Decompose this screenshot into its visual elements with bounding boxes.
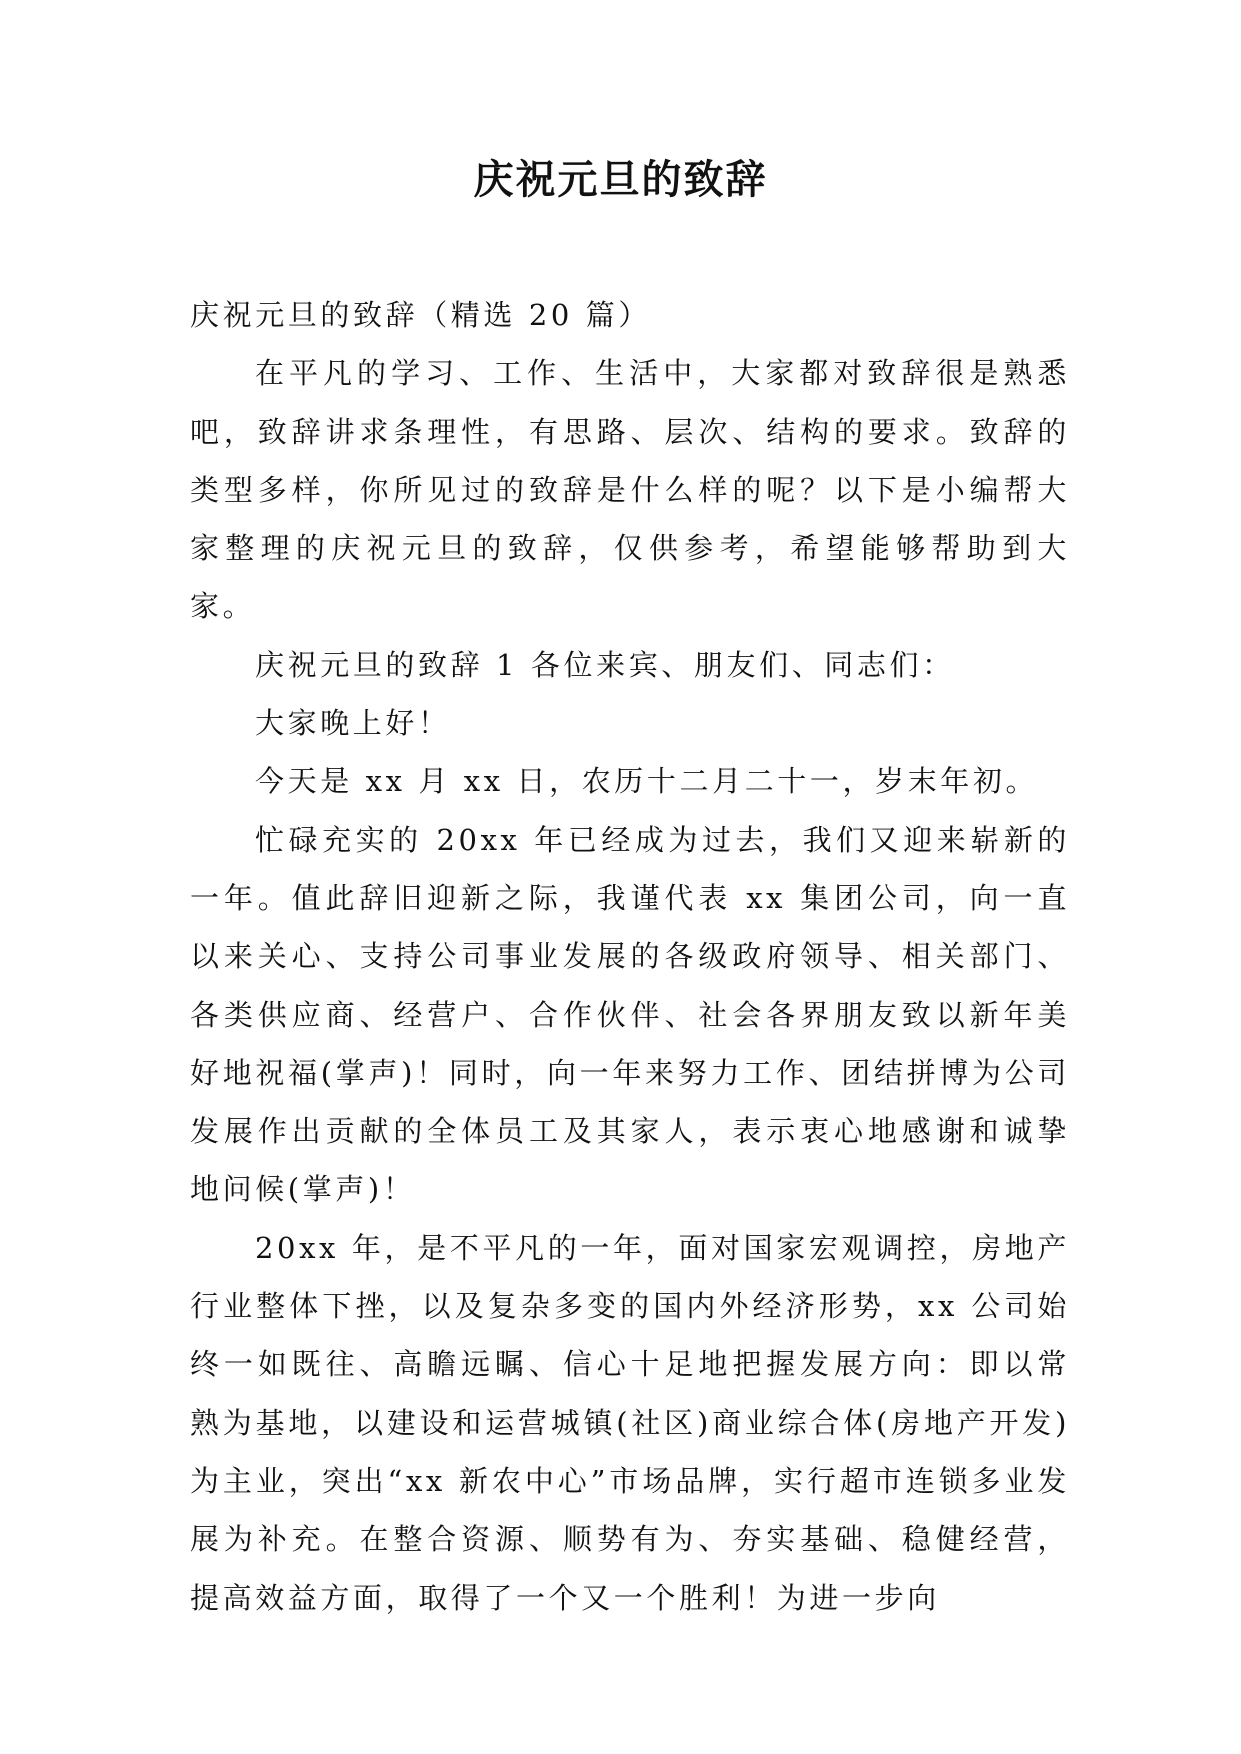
- review-paragraph: 20xx 年，是不平凡的一年，面对国家宏观调控，房地产行业整体下挫，以及复杂多变的国内外经济形势，xx 公司始终一如既往、高瞻远瞩、信心十足地把握发展方向：即以常熟为基地，以建设和运营城镇(社区)商业综合体(房地产开发)为主业，突出“xx 新农中心”市场品牌，实行超市连锁多业发展为补充。在整合资源、顺势有为、夯实基础、稳健经营，提高效益方面，取得了一个又一个胜利！为进一步向: [190, 1230, 1070, 1615]
- intro-paragraph: 在平凡的学习、工作、生活中，大家都对致辞很是熟悉吧，致辞讲求条理性，有思路、层次、结构的要求。致辞的类型多样，你所见过的致辞是什么样的呢？以下是小编帮大家整理的庆祝元旦的致辞，仅供参考，希望能够帮助到大家。: [190, 356, 1070, 624]
- subtitle-paragraph: 庆祝元旦的致辞（精选 20 篇）: [190, 298, 651, 332]
- section-heading-paragraph: 庆祝元旦的致辞 1 各位来宾、朋友们、同志们：: [255, 647, 955, 682]
- date-paragraph: 今天是 xx 月 xx 日，农历十二月二十一，岁末年初。: [255, 764, 1039, 799]
- document-body: [190, 286, 1070, 1627]
- document-title: 庆祝元旦的致辞: [473, 156, 768, 203]
- greeting-paragraph: 大家晚上好！: [255, 706, 451, 741]
- thanks-paragraph: 忙碌充实的 20xx 年已经成为过去，我们又迎来崭新的一年。值此辞旧迎新之际，我谨代表 xx 集团公司，向一直以来关心、支持公司事业发展的各级政府领导、相关部门、各类供应商、经营户、合作伙伴、社会各界朋友致以新年美好地祝福(掌声)！同时，向一年来努力工作、团结拼博为公司发展作出贡献的全体员工及其家人，表示衷心地感谢和诚挚地问候(掌声)！: [190, 822, 1070, 1207]
